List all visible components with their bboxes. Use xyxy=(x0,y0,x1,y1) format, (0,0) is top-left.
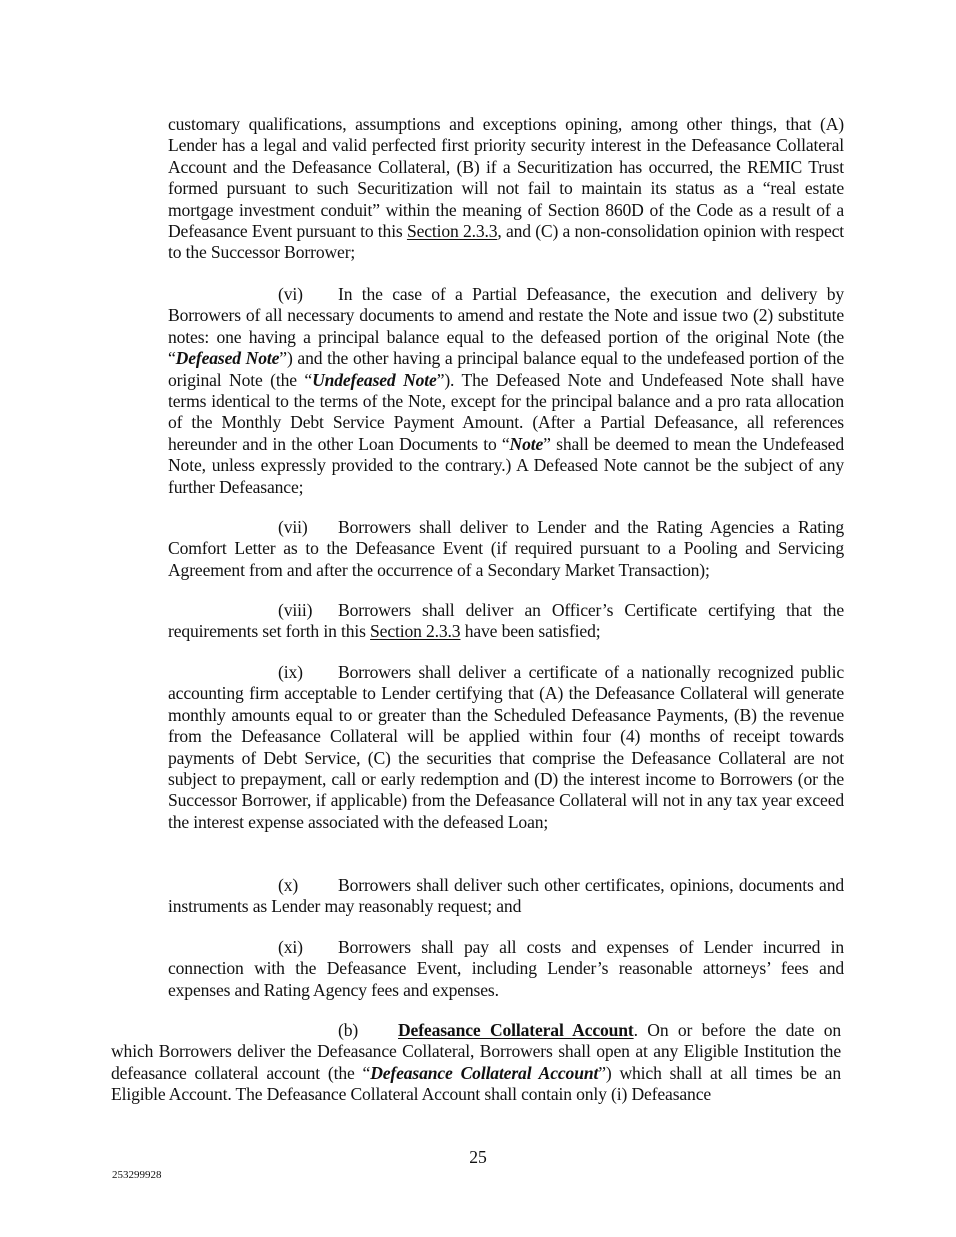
document-id: 253299928 xyxy=(112,1169,162,1181)
paragraph-text: Borrowers shall deliver a certificate of a nationally recognized public accounting firm acceptable to Lender certifying that (A) the Defeasance Collateral will generate monthly amounts equal to or greater than the Scheduled Defeasance Payments, (B) the revenue from the Defeasance Collateral will be applied within four (4) months of receipt towards payments of Debt Service, (C) the securities that comprise the Defeasance Collateral are not subject to prepayment, call or early redemption and (D) the interest income to Borrowers (or the Successor Borrower, if applicable) from the Defeasance Collateral will not in any tax year exceed the interest expense associated with the defeased Loan; xyxy=(168,662,844,832)
clause-number: (vi) xyxy=(278,284,303,304)
paragraph-text: Borrowers shall deliver an Officer’s Certificate certifying that the requirements set forth in this xyxy=(168,600,844,642)
paragraph-text: , and (C) a non-consolidation opinion with respect to the Successor Borrower; xyxy=(168,221,844,263)
defined-term: Undefeased Note xyxy=(312,369,437,390)
paragraph-text: ”). The Defeased Note and Undefeased Note shall have terms identical to the terms of the Note, except for the principal balance and a pro rata allocation of the Monthly Debt Service Payment Amount. (After a Partial Defeasance, all references hereunder and in the other Loan Documents to “ xyxy=(168,369,844,454)
paragraph-viii xyxy=(168,600,844,643)
page-number: 25 xyxy=(469,1147,487,1167)
paragraph-text: In the case of a Partial Defeasance, the execution and delivery by Borrowers of all necessary documents to amend and restate the Note and issue two (2) substitute notes: one having a principal balance equal to the defeased portion of the original Note (the “ xyxy=(168,284,844,369)
defined-term: Note xyxy=(509,433,544,454)
paragraph-opinion-continuation xyxy=(168,114,844,264)
paragraph-b-defeasance-collateral-account xyxy=(111,1020,841,1106)
paragraph-text: Borrowers shall pay all costs and expenses of Lender incurred in connection with the Defeasance Event, including Lender’s reasonable attorneys’ fees and expenses and Rating Agency fees and expenses. xyxy=(168,937,844,1000)
paragraph-vi xyxy=(168,284,844,498)
paragraph-text: ”) and the other having a principal balance equal to the undefeased portion of the original Note (the “ xyxy=(168,348,844,390)
defined-term: Defeasance Collateral Account xyxy=(370,1062,599,1083)
section-heading: Defeasance Collateral Account xyxy=(398,1020,634,1040)
paragraph-x xyxy=(168,875,844,918)
defined-term: Defeased Note xyxy=(175,348,280,369)
clause-number: (xi) xyxy=(278,937,303,957)
paragraph-text: customary qualifications, assumptions and exceptions opining, among other things, that (A) Lender has a legal and valid perfected first priority security interest in the Defeasance Collateral Account and the Defeasance Collateral, (B) if a Securitization has occurred, the REMIC Trust formed pursuant to such Securitization will not fail to maintain its status as a “real estate mortgage investment conduit” within the meaning of Section 860D of the Code as a result of a Defeasance Event pursuant to this xyxy=(168,114,844,242)
paragraph-ix xyxy=(168,662,844,833)
paragraph-text: Borrowers shall deliver to Lender and the Rating Agencies a Rating Comfort Letter as to the Defeasance Event (if required pursuant to a Pooling and Servicing Agreement from and after the occurrence of a Secondary Market Transaction); xyxy=(168,517,844,580)
clause-number: (viii) xyxy=(278,600,313,620)
clause-number: (x) xyxy=(278,875,299,895)
paragraph-xi xyxy=(168,937,844,1001)
clause-number: (b) xyxy=(338,1020,359,1040)
section-reference-link[interactable]: Section 2.3.3 xyxy=(406,221,498,242)
paragraph-text: ” shall be deemed to mean the Undefeased Note, unless expressly provided to the contrary.) A Defeased Note cannot be the subject of any further Defeasance; xyxy=(168,433,844,497)
clause-number: (vii) xyxy=(278,517,308,537)
section-reference-link[interactable]: Section 2.3.3 xyxy=(370,621,461,642)
paragraph-text: ”) which shall at all times be an Eligible Account. The Defeasance Collateral Account shall contain only (i) Defeasance xyxy=(111,1062,841,1105)
paragraph-text: . On or before the date on which Borrowers deliver the Defeasance Collateral, Borrowers shall open at any Eligible Institution the defeasance collateral account (the “ xyxy=(111,1020,841,1083)
clause-number: (ix) xyxy=(278,662,303,682)
paragraph-text: Borrowers shall deliver such other certificates, opinions, documents and instruments as Lender may reasonably request; and xyxy=(168,875,844,917)
paragraph-text: have been satisfied; xyxy=(460,621,601,642)
paragraph-vii xyxy=(168,517,844,581)
